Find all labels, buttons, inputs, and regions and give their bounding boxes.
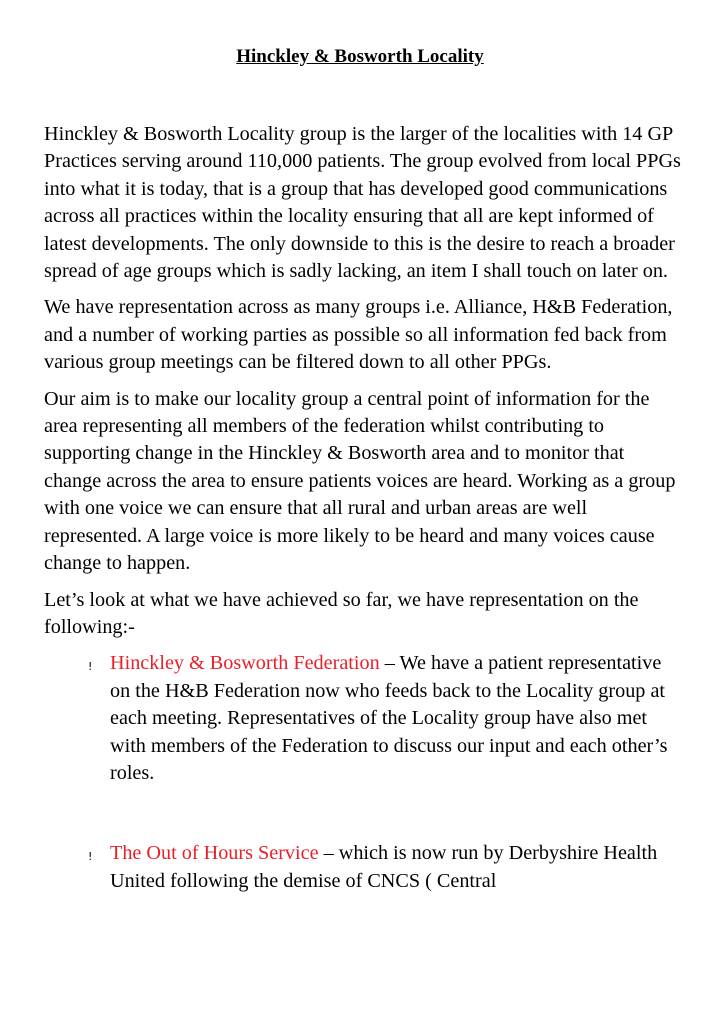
bullet-text: – We have a patient representative on the H&B Federation now who feeds back to the Locality group at each meeting. Representatives of the Locality group have also met with members of the Federation to discuss our input and each other’s roles. [110, 652, 668, 784]
bullet-item-federation [44, 650, 684, 787]
bullet-marker-icon: ! [88, 660, 93, 674]
paragraph-representation: We have representation across as many groups i.e. Alliance, H&B Federation, and a number of working parties as possible so all information fed back from various group meetings can be filtered down to all other PPGs. [44, 296, 673, 374]
bullet-heading: Hinckley & Bosworth Federation [110, 652, 380, 675]
bullet-text: – which is now run by Derbyshire Health United following the demise of CNCS ( Central [110, 842, 658, 892]
bullet-item-out-of-hours [44, 840, 684, 895]
bullet-marker-icon: ! [88, 850, 93, 864]
paragraph-aim: Our aim is to make our locality group a central point of information for the area representing all members of the federation whilst contributing to supporting change in the Hinckley & Bosworth area and to monitor that change across the area to ensure patients voices are heard. Working as a group with one voice we can ensure that all rural and urban areas are well represented. A large voice is more likely to be heard and many voices cause change to happen. [44, 387, 676, 575]
page-title: Hinckley & Bosworth Locality [236, 46, 484, 67]
bullet-heading: The Out of Hours Service [110, 842, 319, 865]
paragraph-intro: Hinckley & Bosworth Locality group is the larger of the localities with 14 GP Practices serving around 110,000 patients. The group evolved from local PPGs into what it is today, that is a group that has developed good communications across all practices within the locality ensuring that all are kept informed of latest developments. The only downside to this is the desire to reach a broader spread of age groups which is sadly lacking, an item I shall touch on later on. [44, 123, 681, 283]
document-body [44, 121, 684, 895]
paragraph-achievements: Let’s look at what we have achieved so far, we have representation on the following:- [44, 588, 639, 638]
